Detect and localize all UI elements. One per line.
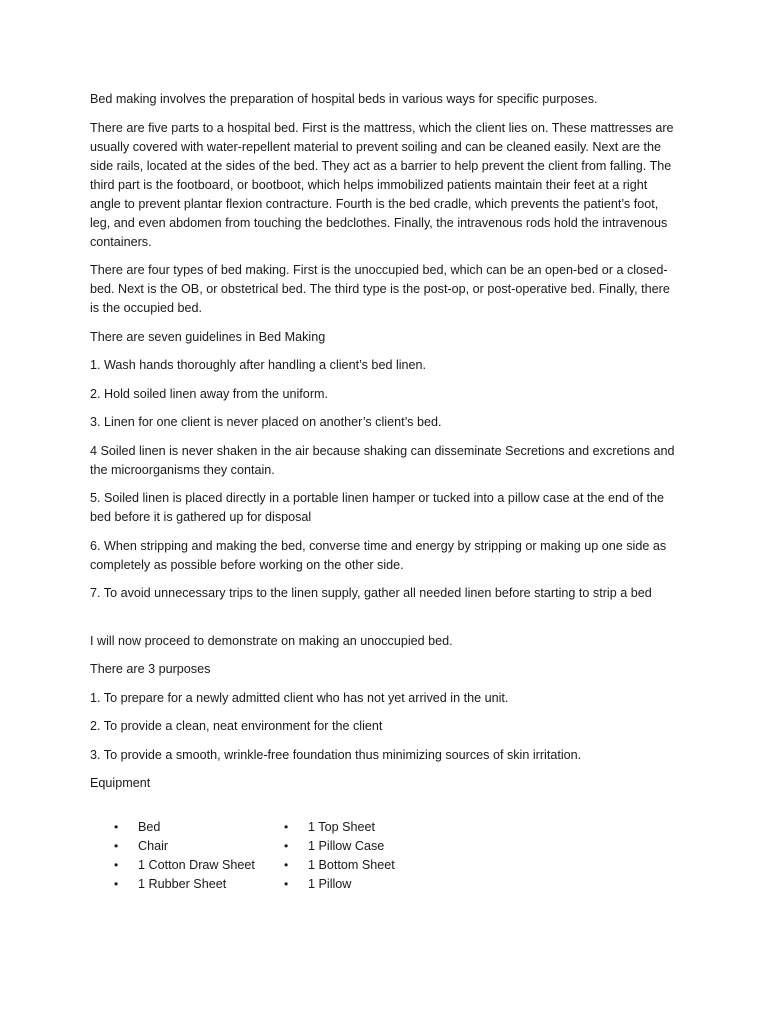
purpose-item: 1. To prepare for a newly admitted client who has not yet arrived in the unit. [90,690,509,705]
guideline-item: 3. Linen for one client is never placed on another’s client’s bed. [90,415,442,429]
purpose-item: 2. To provide a clean, neat environment for the client [90,719,383,733]
equipment-item [114,856,255,875]
bullet-icon: • [114,858,119,872]
bullet-icon: • [284,839,289,853]
bullet-icon: • [284,877,289,891]
equipment-item [284,837,395,856]
guideline-item: 1. Wash hands thoroughly after handling a client’s bed linen. [90,358,427,372]
bullet-icon: • [114,820,119,834]
equipment-column-left [114,818,255,894]
bullet-icon: • [284,820,289,834]
equipment-item-label: 1 Top Sheet [308,820,375,834]
bullet-icon: • [284,858,289,872]
bullet-icon: • [114,877,119,891]
equipment-item [114,875,255,894]
equipment-item-label: 1 Pillow [308,877,352,891]
equipment-item-label: Chair [138,839,169,853]
guideline-item: 2. Hold soiled linen away from the uniform. [90,386,328,401]
purpose-item: 3. To provide a smooth, wrinkle-free foundation thus minimizing sources of skin irritation. [90,747,582,762]
intro-paragraph: Bed making involves the preparation of hospital beds in various ways for specific purposes. [90,92,598,106]
document-body [90,90,680,891]
blank-line [90,613,680,632]
guideline-item: 4 Soiled linen is never shaken in the air because shaking can disseminate Secretions and excretions and the microorganisms they contain. [90,443,675,477]
equipment-item-label: Bed [138,820,161,834]
guidelines-heading: There are seven guidelines in Bed Making [90,329,326,344]
equipment-column-right [284,818,395,894]
equipment-item-label: 1 Rubber Sheet [138,877,227,891]
equipment-item-label: 1 Pillow Case [308,839,385,853]
equipment-item [284,875,395,894]
guideline-item: 6. When stripping and making the bed, converse time and energy by stripping or making up one side as completely as possible before working on the other side. [90,538,667,572]
equipment-item-label: 1 Bottom Sheet [308,858,395,872]
guideline-item: 7. To avoid unnecessary trips to the linen supply, gather all needed linen before starting to strip a bed [90,586,652,600]
equipment-item [114,837,255,856]
equipment-item [284,856,395,875]
equipment-item [114,818,255,837]
guideline-item: 5. Soiled linen is placed directly in a portable linen hamper or tucked into a pillow case at the end of the bed before it is gathered up for disposal [90,491,665,524]
demonstration-intro: I will now proceed to demonstrate on making an unoccupied bed. [90,633,453,648]
equipment-item-label: 1 Cotton Draw Sheet [138,858,255,872]
equipment-item [284,818,395,837]
purposes-heading: There are 3 purposes [90,662,211,676]
bed-types-paragraph: There are four types of bed making. First is the unoccupied bed, which can be an open-bed or a closed-bed. Next is the OB, or obstetrical bed. The third type is the post-op, or post-operative bed. Finally, there is the occupied bed. [90,263,670,315]
equipment-heading: Equipment [90,776,151,790]
bed-parts-paragraph: There are five parts to a hospital bed. First is the mattress, which the client lies on. These mattresses are usually covered with water-repellent material to prevent soiling and can be cleaned easily. Next are the side rails, located at the sides of the bed. They act as a barrier to help prevent the client from falling. The third part is the footboard, or bootboot, which helps immobilized patients maintain their feet at a right angle to prevent plantar flexion contracture. Fourth is the bed cradle, which prevents the patient’s foot, leg, and even abdomen from touching the bedclothes. Finally, the intravenous rods hold the intravenous containers. [90,120,674,249]
bullet-icon: • [114,839,119,853]
